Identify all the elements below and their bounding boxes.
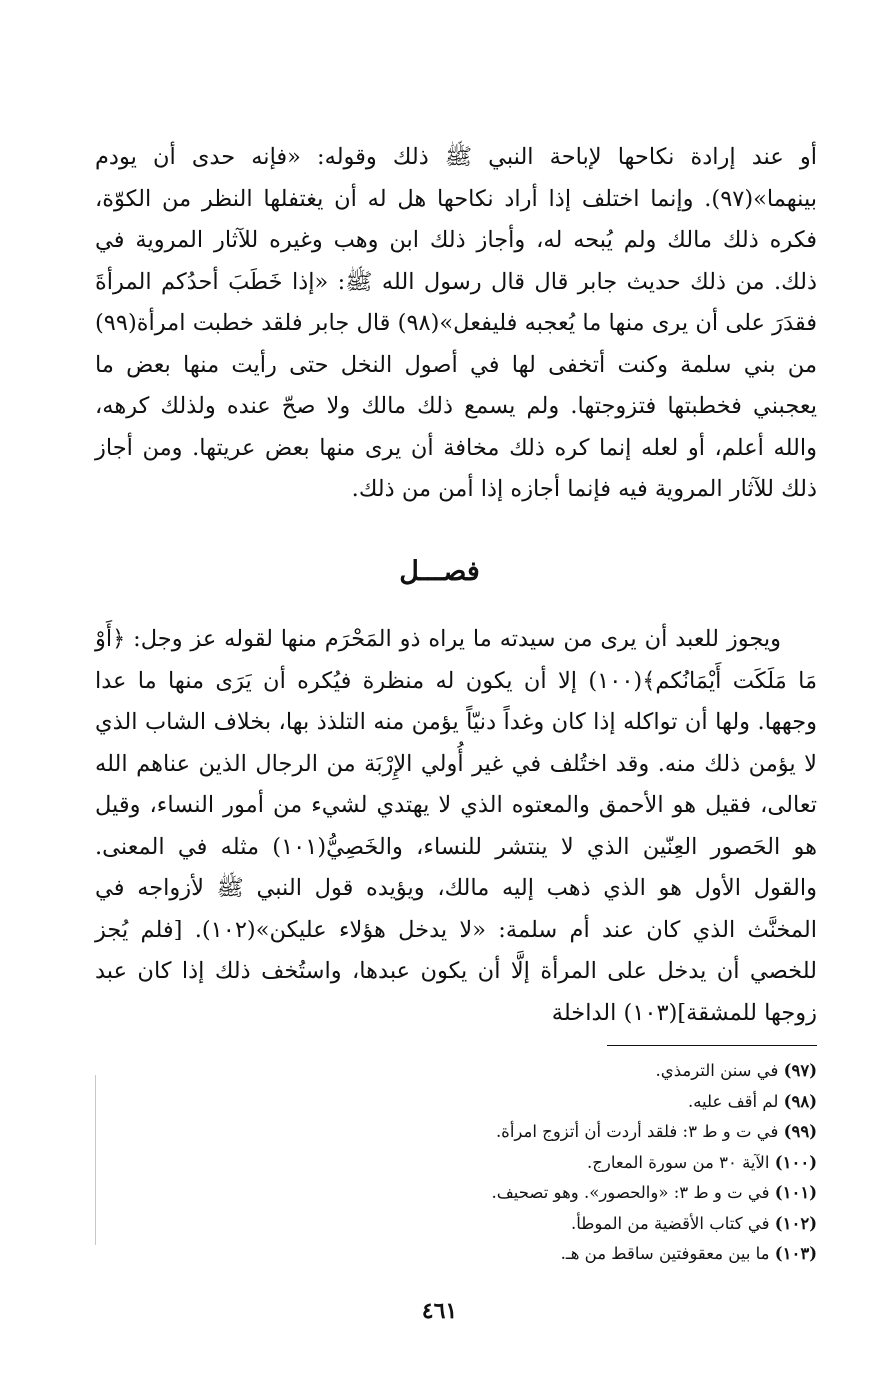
page-number: ٤٦١ [421, 1298, 458, 1324]
body-paragraph: أو عند إرادة نكاحها لإباحة النبي ﷺ ذلك وقوله: «فإنه حدى أن يودم بينهما»(٩٧). وإنما اختلف إذا أراد نكاحها هل له أن يغتفلها النظر من الكوّة، فكره ذلك مالك ولم يُبحه له، وأجاز ذلك ابن وهب وغيره للآثار المروية في ذلك. من ذلك حديث جابر قال قال رسول الله ﷺ: «إذا خَطَبَ أحدُكم المرأةَ فقدَرَ على أن يرى منها ما يُعجبه فليفعل»(٩٨) قال جابر فلقد خطبت امرأة(٩٩) من بني سلمة وكنت أتخفى لها في أصول النخل حتى رأيت منها بعض ما يعجبني فخطبتها فتزوجتها. ولم يسمع ذلك مالك ولا صحّ عنده ولذلك كرهه، والله أعلم، أو لعله إنما كره ذلك مخافة أن يرى منها بعض عريتها. ومن أجاز ذلك للآثار المروية فيه فإنما أجازه إذا أمن من ذلك. [95, 144, 817, 502]
footnote-number: (٩٩) [783, 1122, 817, 1141]
footnote-text: الآية ٣٠ من سورة المعارج. [587, 1152, 770, 1172]
scan-margin-line [95, 1075, 96, 1245]
section-text-block [95, 619, 817, 1034]
footnote-item [95, 1178, 817, 1209]
body-paragraph: ويجوز للعبد أن يرى من سيدته ما يراه ذو المَحْرَم منها لقوله عز وجل: ﴿أَوْ مَا مَلَكَت أَيْمَانُكم﴾(١٠٠) إلا أن يكون له منظرة فيُكره أن يَرَى منها ما عدا وجهها. ولها أن تواكله إذا كان وغداً دنيّاً يؤمن منه التلذذ بها، بخلاف الشاب الذي لا يؤمن ذلك منه. وقد اختُلف في غير أُولي الإِرْبَة من الرجال الذين عناهم الله تعالى، فقيل هو الأحمق والمعتوه الذي لا يهتدي لشيء من أمور النساء، وقيل هو الحَصور العِنّين الذي لا ينتشر للنساء، والخَصِيُّ(١٠١) مثله في المعنى. والقول الأول هو الذي ذهب إليه مالك، ويؤيده قول النبي ﷺ لأزواجه في المخنَّث الذي كان عند أم سلمة: «لا يدخل هؤلاء عليكن»(١٠٢). [فلم يُجز للخصي أن يدخل على المرأة إلَّا أن يكون عبدها، واستُخف ذلك إذا كان عبد زوجها للمشقة](١٠٣) الداخلة [95, 626, 817, 1026]
footnote-separator [607, 1045, 817, 1046]
footnote-item [95, 1239, 817, 1270]
footnote-number: (٩٧) [783, 1061, 817, 1080]
footnote-text: في كتاب الأقضية من الموطأ. [571, 1213, 770, 1233]
footnote-number: (١٠١) [774, 1183, 817, 1202]
footnote-text: في ت و ط ٣: «والحصور». وهو تصحيف. [491, 1183, 770, 1202]
footnote-text: ما بين معقوفتين ساقط من هـ. [560, 1244, 770, 1263]
footnote-number: (١٠٣) [774, 1244, 817, 1263]
footnote-item [95, 1087, 817, 1118]
footnote-number: (٩٨) [783, 1091, 817, 1111]
footnote-number: (١٠٢) [774, 1213, 817, 1233]
footnotes-list [95, 1056, 817, 1270]
footnote-item [95, 1117, 817, 1148]
footnote-text: في سنن الترمذي. [655, 1061, 779, 1080]
footnote-text: في ت و ط ٣: فلقد أردت أن أتزوج امرأة. [495, 1122, 779, 1141]
footnote-item [95, 1148, 817, 1179]
footnote-text: لم أقف عليه. [687, 1091, 779, 1111]
top-text-block [95, 137, 817, 511]
section-title: فصـــل [399, 556, 480, 587]
footnote-number: (١٠٠) [774, 1152, 817, 1172]
footnote-item [95, 1209, 817, 1240]
footnote-item [95, 1056, 817, 1087]
